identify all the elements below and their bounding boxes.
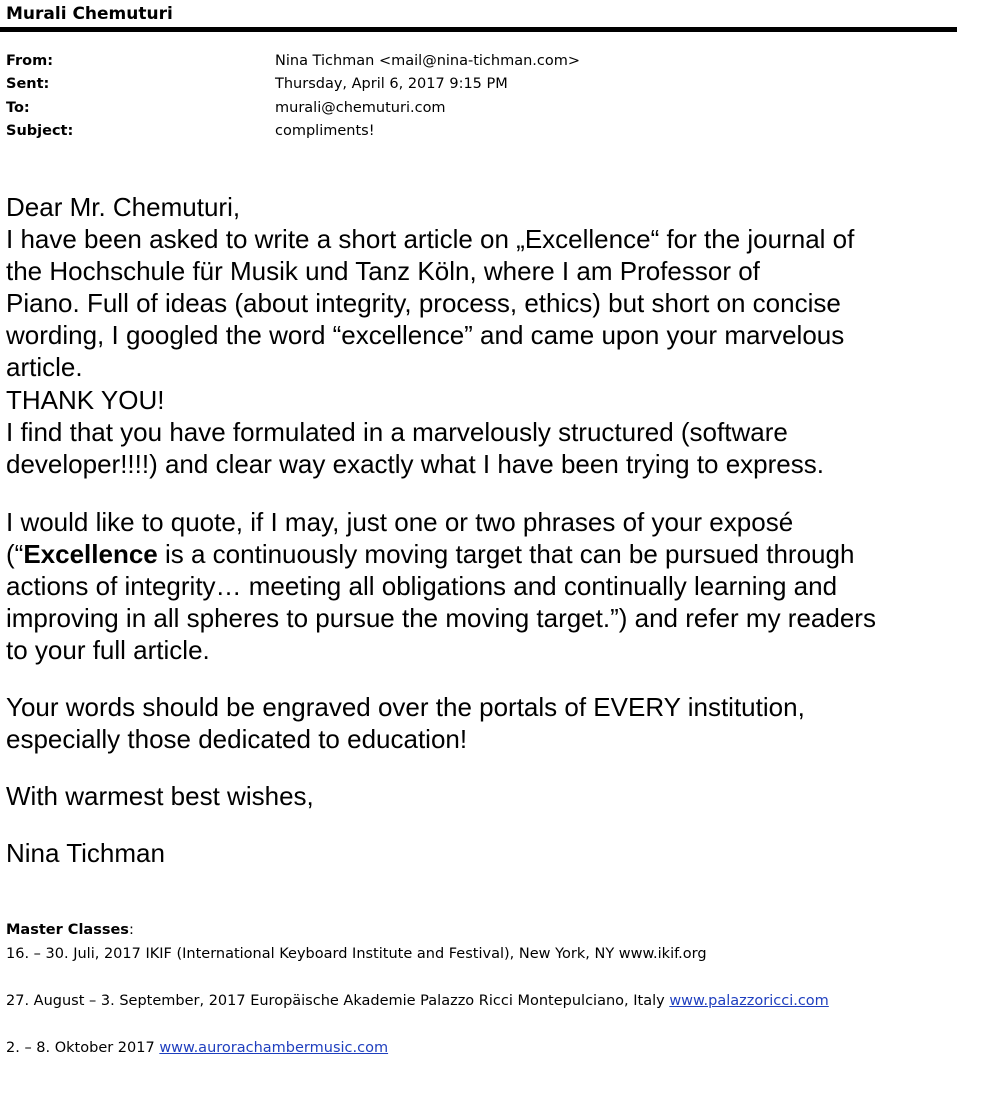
subject-label: Subject: xyxy=(6,123,74,139)
sent-value: Thursday, April 6, 2017 9:15 PM xyxy=(275,76,508,92)
paragraph-3-line-2 xyxy=(6,538,854,570)
paragraph-4-line-1: Your words should be engraved over the portals of EVERY institution, xyxy=(6,692,805,722)
paragraph-2-line-1: I find that you have formulated in a marvelously structured (software xyxy=(6,417,788,447)
master-class-2-text: 27. August – 3. September, 2017 Europäische Akademie Palazzo Ricci Montepulciano, Italy xyxy=(6,993,670,1009)
thank-you-line: THANK YOU! xyxy=(6,385,165,415)
paragraph-1-line-3: Piano. Full of ideas (about integrity, process, ethics) but short on concise xyxy=(6,288,841,318)
closing: With warmest best wishes, xyxy=(6,781,314,811)
paragraph-1-line-4: wording, I googled the word “excellence” and came upon your marvelous xyxy=(6,320,845,350)
paragraph-3-line-5: to your full article. xyxy=(6,635,210,665)
paragraph-1-line-1: I have been asked to write a short article on „Excellence“ for the journal of xyxy=(6,224,855,254)
master-classes-label: Master Classes xyxy=(6,922,129,938)
greeting: Dear Mr. Chemuturi, xyxy=(6,192,241,222)
aurorachambermusic-link[interactable]: www.aurorachambermusic.com xyxy=(159,1040,389,1056)
quote-open: (“ xyxy=(6,539,24,569)
header-divider xyxy=(0,27,957,32)
master-classes-colon: : xyxy=(128,922,134,938)
paragraph-1-line-5: article. xyxy=(6,352,83,382)
paragraph-2-line-2: developer!!!!) and clear way exactly what I have been trying to express. xyxy=(6,449,824,479)
master-class-1: 16. – 30. Juli, 2017 IKIF (International Keyboard Institute and Festival), New York, NY www.ikif.org xyxy=(6,946,707,962)
paragraph-3-line-4: improving in all spheres to pursue the moving target.”) and refer my readers xyxy=(6,603,876,633)
master-class-3-text: 2. – 8. Oktober 2017 xyxy=(6,1040,160,1056)
paragraph-3-line-3: actions of integrity… meeting all obligations and continually learning and xyxy=(6,571,838,601)
quote-bold-word: Excellence xyxy=(23,539,158,569)
palazzoricci-link[interactable]: www.palazzoricci.com xyxy=(669,993,829,1009)
sent-label: Sent: xyxy=(6,76,50,92)
master-class-3 xyxy=(6,1038,388,1058)
subject-value: compliments! xyxy=(275,123,375,139)
signature: Nina Tichman xyxy=(6,838,165,868)
paragraph-4-line-2: especially those dedicated to education! xyxy=(6,724,468,754)
from-value[interactable]: Nina Tichman <mail@nina-tichman.com> xyxy=(275,53,581,69)
mailbox-owner-name: Murali Chemuturi xyxy=(6,4,173,24)
master-class-2 xyxy=(6,991,829,1011)
quote-rest: is a continuously moving target that can be pursued through xyxy=(157,539,855,569)
from-label: From: xyxy=(6,53,53,69)
to-label: To: xyxy=(6,100,30,116)
paragraph-3-line-1: I would like to quote, if I may, just one or two phrases of your exposé xyxy=(6,507,794,537)
master-classes-heading xyxy=(6,920,134,940)
to-value[interactable]: murali@chemuturi.com xyxy=(275,100,446,116)
paragraph-1-line-2: the Hochschule für Musik und Tanz Köln, where I am Professor of xyxy=(6,256,760,286)
